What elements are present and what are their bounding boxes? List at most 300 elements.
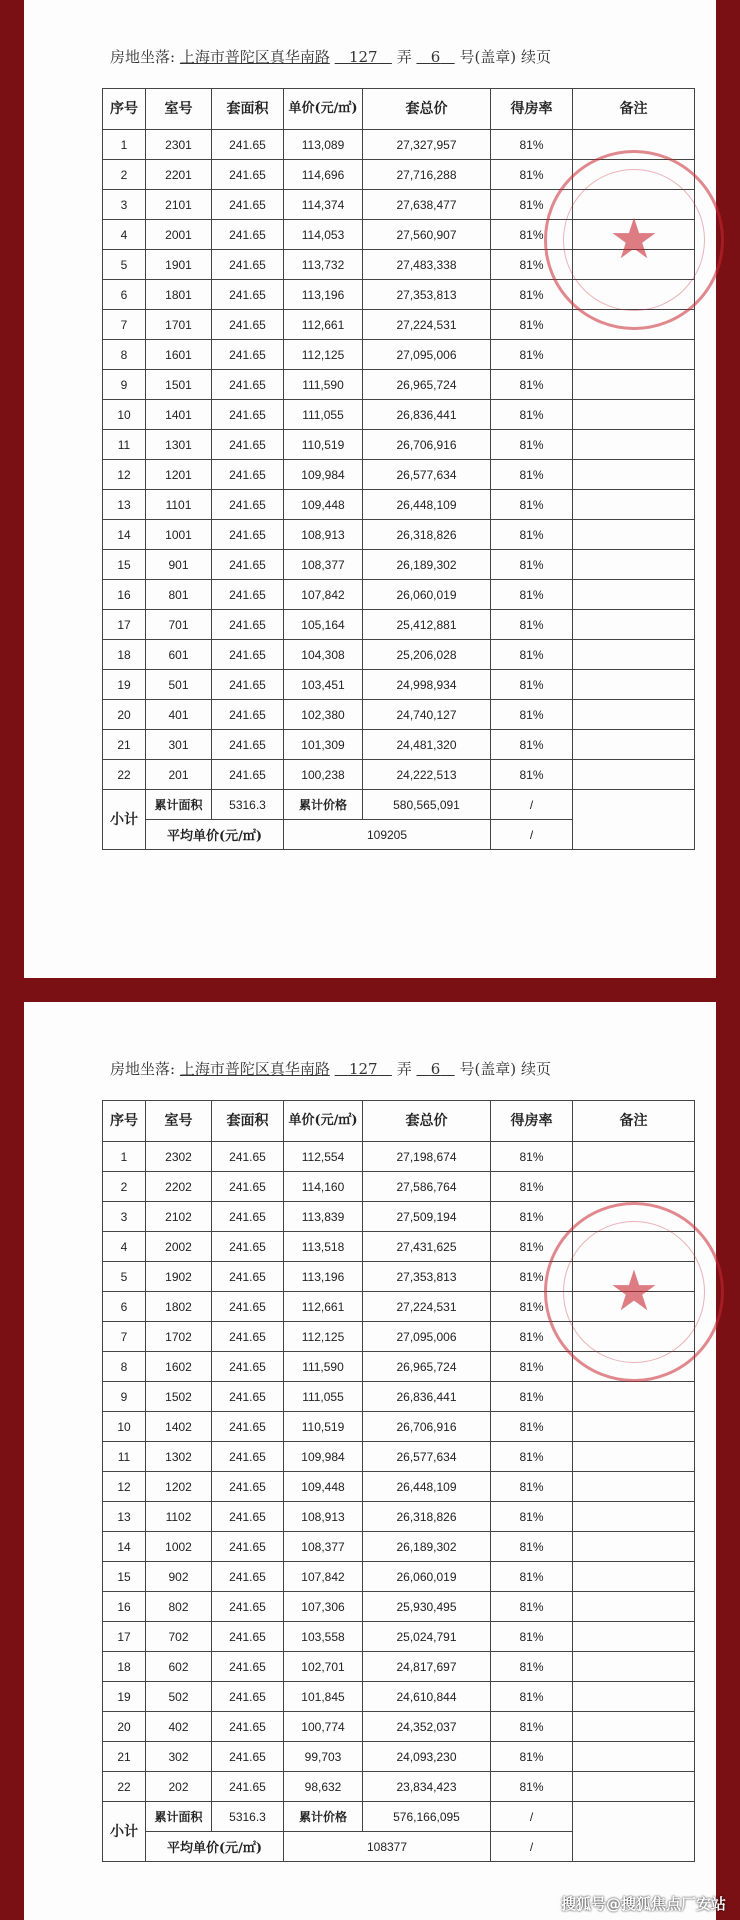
table-cell: 3 [103,1202,146,1232]
table-cell: 241.65 [212,1322,284,1352]
table-cell [573,340,695,370]
sheet-header [110,1058,551,1079]
lane-number: 127 [348,1060,378,1078]
average-rate-value: / [491,1832,573,1862]
table-cell: 2202 [146,1172,212,1202]
table-cell: 26,189,302 [363,1532,491,1562]
table-row [103,1772,695,1802]
column-header: 得房率 [491,1101,573,1142]
remarks-cell [573,1802,695,1862]
table-cell [573,220,695,250]
table-cell: 1802 [146,1292,212,1322]
table-cell: 109,984 [284,1442,363,1472]
table-cell: 241.65 [212,1442,284,1472]
table-cell: 26,577,634 [363,460,491,490]
table-cell: 241.65 [212,1472,284,1502]
table-cell: 81% [491,430,573,460]
table-cell: 7 [103,310,146,340]
table-cell: 26,965,724 [363,370,491,400]
table-cell: 6 [103,1292,146,1322]
table-cell: 81% [491,1142,573,1172]
table-cell: 301 [146,730,212,760]
average-rate-value: / [491,820,573,850]
table-cell: 81% [491,1352,573,1382]
table-cell: 241.65 [212,670,284,700]
average-price-label: 平均单价(元/㎡) [146,820,284,850]
table-cell: 81% [491,580,573,610]
table-cell: 81% [491,160,573,190]
table-cell: 27,095,006 [363,1322,491,1352]
table-cell: 241.65 [212,220,284,250]
table-cell: 4 [103,220,146,250]
table-cell: 81% [491,310,573,340]
table-cell: 25,206,028 [363,640,491,670]
table-cell: 241.65 [212,1352,284,1382]
table-cell: 81% [491,1292,573,1322]
table-row [103,1622,695,1652]
table-cell: 1901 [146,250,212,280]
column-header: 套总价 [363,89,491,130]
table-cell: 81% [491,1262,573,1292]
table-cell: 81% [491,1592,573,1622]
table-cell: 109,448 [284,1472,363,1502]
table-cell: 10 [103,1412,146,1442]
street-name: 上海市普陀区真华南路 [179,48,330,66]
table-cell [573,700,695,730]
table-cell: 26,318,826 [363,1502,491,1532]
table-cell: 241.65 [212,1262,284,1292]
table-cell: 24,998,934 [363,670,491,700]
table-cell: 81% [491,1682,573,1712]
table-cell: 111,055 [284,400,363,430]
table-cell: 113,196 [284,280,363,310]
table-cell: 702 [146,1622,212,1652]
table-cell: 2 [103,160,146,190]
average-price-label: 平均单价(元/㎡) [146,1832,284,1862]
average-price-value: 108377 [284,1832,491,1862]
table-cell: 110,519 [284,1412,363,1442]
table-cell: 241.65 [212,1592,284,1622]
table-cell: 20 [103,1712,146,1742]
table-cell: 27,224,531 [363,310,491,340]
table-cell: 10 [103,400,146,430]
table-cell: 81% [491,670,573,700]
table-cell: 241.65 [212,700,284,730]
table-cell: 19 [103,1682,146,1712]
table-cell: 24,352,037 [363,1712,491,1742]
table-row [103,580,695,610]
table-cell: 81% [491,1232,573,1262]
table-cell: 26,706,916 [363,1412,491,1442]
table-row [103,1202,695,1232]
table-row [103,250,695,280]
building-number: 6 [430,1060,441,1078]
table-cell: 26,577,634 [363,1442,491,1472]
table-cell: 1602 [146,1352,212,1382]
table-cell: 241.65 [212,1742,284,1772]
table-cell: 241.65 [212,1562,284,1592]
table-cell [573,760,695,790]
table-row [103,1592,695,1622]
table-cell: 26,318,826 [363,520,491,550]
table-cell: 81% [491,220,573,250]
table-cell: 2101 [146,190,212,220]
table-row [103,340,695,370]
table-cell: 11 [103,1442,146,1472]
table-cell [573,130,695,160]
table-cell [573,1322,695,1352]
table-cell: 27,716,288 [363,160,491,190]
table-row [103,280,695,310]
price-table [102,88,695,850]
table-cell: 241.65 [212,1622,284,1652]
table-cell: 241.65 [212,340,284,370]
table-cell: 241.65 [212,130,284,160]
table-cell: 241.65 [212,1172,284,1202]
table-cell: 2302 [146,1142,212,1172]
table-cell: 1801 [146,280,212,310]
table-cell: 20 [103,700,146,730]
table-cell [573,1382,695,1412]
table-cell: 26,448,109 [363,1472,491,1502]
price-total-value: 576,166,095 [363,1802,491,1832]
price-sheet-1 [24,0,716,978]
watermark-text: 搜狐号@搜狐焦点厂安站 [560,1895,726,1913]
table-row [103,1382,695,1412]
table-cell: 27,353,813 [363,1262,491,1292]
table-cell: 109,448 [284,490,363,520]
table-cell: 81% [491,1652,573,1682]
table-cell [573,1502,695,1532]
table-cell: 81% [491,610,573,640]
table-cell: 104,308 [284,640,363,670]
rate-total-value: / [491,790,573,820]
table-cell [573,310,695,340]
table-cell [573,400,695,430]
table-cell [573,1232,695,1262]
price-total-label: 累计价格 [284,790,363,820]
table-cell: 241.65 [212,550,284,580]
table-cell: 111,590 [284,370,363,400]
table-cell: 81% [491,1502,573,1532]
table-cell: 5 [103,1262,146,1292]
table-cell: 27,224,531 [363,1292,491,1322]
table-cell: 22 [103,760,146,790]
table-cell: 81% [491,1562,573,1592]
table-cell: 202 [146,1772,212,1802]
table-cell: 81% [491,1322,573,1352]
table-cell: 25,412,881 [363,610,491,640]
table-cell: 107,306 [284,1592,363,1622]
table-cell: 501 [146,670,212,700]
table-cell [573,370,695,400]
table-cell: 81% [491,280,573,310]
table-cell: 241.65 [212,760,284,790]
street-name: 上海市普陀区真华南路 [179,1060,330,1078]
table-cell: 1601 [146,340,212,370]
table-row [103,490,695,520]
table-cell [573,1172,695,1202]
table-row [103,1322,695,1352]
table-cell: 112,661 [284,310,363,340]
table-cell: 24,610,844 [363,1682,491,1712]
table-cell: 2102 [146,1202,212,1232]
table-cell: 16 [103,580,146,610]
table-cell: 81% [491,520,573,550]
table-row [103,610,695,640]
table-cell [573,730,695,760]
table-cell [573,1772,695,1802]
table-cell: 25,024,791 [363,1622,491,1652]
area-total-label: 累计面积 [146,1802,212,1832]
subtotal-label: 小计 [103,790,146,850]
table-cell: 241.65 [212,580,284,610]
table-cell: 1202 [146,1472,212,1502]
column-header: 序号 [103,1101,146,1142]
table-cell: 18 [103,1652,146,1682]
table-cell: 98,632 [284,1772,363,1802]
price-total-value: 580,565,091 [363,790,491,820]
table-cell: 26,836,441 [363,400,491,430]
table-cell: 111,590 [284,1352,363,1382]
table-cell: 241.65 [212,490,284,520]
average-price-value: 109205 [284,820,491,850]
table-cell: 81% [491,1712,573,1742]
table-cell [573,1682,695,1712]
table-cell: 81% [491,1202,573,1232]
continuation-label: 续页 [520,48,551,66]
table-cell: 1702 [146,1322,212,1352]
table-cell: 701 [146,610,212,640]
lane-number: 127 [348,48,378,66]
table-cell: 17 [103,610,146,640]
table-cell [573,1622,695,1652]
table-cell: 112,125 [284,1322,363,1352]
table-cell: 27,638,477 [363,190,491,220]
lane-label: 弄 [396,48,412,66]
table-cell: 81% [491,130,573,160]
table-cell: 12 [103,1472,146,1502]
table-cell: 103,451 [284,670,363,700]
table-cell: 21 [103,1742,146,1772]
continuation-label: 续页 [520,1060,551,1078]
table-cell: 241.65 [212,160,284,190]
official-seal-icon: ★ [544,1202,724,1382]
price-table [102,1100,695,1862]
subtotal-row [103,1802,695,1832]
table-cell: 241.65 [212,1652,284,1682]
table-row [103,550,695,580]
table-cell [573,280,695,310]
table-cell: 26,448,109 [363,490,491,520]
table-row [103,1532,695,1562]
table-cell: 241.65 [212,460,284,490]
table-cell: 113,732 [284,250,363,280]
table-row [103,1712,695,1742]
table-cell: 81% [491,250,573,280]
table-cell: 27,560,907 [363,220,491,250]
table-cell: 9 [103,1382,146,1412]
table-cell: 114,160 [284,1172,363,1202]
table-cell: 241.65 [212,1412,284,1442]
column-header: 套面积 [212,1101,284,1142]
subtotal-row [103,790,695,820]
table-row [103,670,695,700]
table-cell: 241.65 [212,400,284,430]
table-cell: 81% [491,1172,573,1202]
table-cell: 18 [103,640,146,670]
table-cell: 81% [491,190,573,220]
table-cell: 1 [103,1142,146,1172]
table-cell [573,1142,695,1172]
table-cell: 27,586,764 [363,1172,491,1202]
table-cell: 24,222,513 [363,760,491,790]
official-seal-icon: ★ [544,150,724,330]
table-cell: 112,554 [284,1142,363,1172]
table-cell: 241.65 [212,370,284,400]
table-row [103,520,695,550]
table-cell: 107,842 [284,580,363,610]
column-header: 单价(元/㎡) [284,1101,363,1142]
table-cell: 113,518 [284,1232,363,1262]
remarks-cell [573,790,695,850]
table-cell: 241.65 [212,610,284,640]
table-cell [573,250,695,280]
table-cell: 1501 [146,370,212,400]
table-cell: 17 [103,1622,146,1652]
table-cell [573,1412,695,1442]
table-cell: 22 [103,1772,146,1802]
table-cell: 16 [103,1592,146,1622]
table-cell: 1002 [146,1532,212,1562]
table-cell: 241.65 [212,250,284,280]
table-cell: 241.65 [212,310,284,340]
table-cell: 901 [146,550,212,580]
area-total-value: 5316.3 [212,1802,284,1832]
table-cell: 502 [146,1682,212,1712]
table-cell: 2301 [146,130,212,160]
table-cell [573,490,695,520]
table-cell: 26,965,724 [363,1352,491,1382]
table-cell: 81% [491,1442,573,1472]
table-cell: 14 [103,520,146,550]
building-label: 号(盖章) [459,48,517,66]
table-cell: 26,189,302 [363,550,491,580]
table-cell [573,1742,695,1772]
table-cell: 402 [146,1712,212,1742]
table-row [103,220,695,250]
area-total-value: 5316.3 [212,790,284,820]
table-cell: 111,055 [284,1382,363,1412]
table-row [103,1352,695,1382]
table-header-row [103,89,695,130]
table-cell: 1701 [146,310,212,340]
table-cell: 81% [491,1532,573,1562]
table-cell: 81% [491,370,573,400]
table-cell: 102,701 [284,1652,363,1682]
table-row [103,1442,695,1472]
table-cell [573,1592,695,1622]
table-cell: 81% [491,730,573,760]
table-cell [573,670,695,700]
table-cell [573,1562,695,1592]
table-cell: 201 [146,760,212,790]
table-cell: 241.65 [212,730,284,760]
table-cell [573,580,695,610]
table-cell: 241.65 [212,190,284,220]
table-cell: 1 [103,130,146,160]
table-cell: 26,836,441 [363,1382,491,1412]
table-cell: 241.65 [212,1532,284,1562]
table-cell: 81% [491,1412,573,1442]
table-cell: 27,483,338 [363,250,491,280]
column-header: 套总价 [363,1101,491,1142]
table-row [103,160,695,190]
table-cell: 81% [491,1622,573,1652]
table-cell: 24,740,127 [363,700,491,730]
table-cell: 24,481,320 [363,730,491,760]
table-cell: 114,696 [284,160,363,190]
table-cell: 1502 [146,1382,212,1412]
table-cell [573,1472,695,1502]
column-header: 室号 [146,89,212,130]
table-cell: 114,374 [284,190,363,220]
table-body [103,130,695,790]
table-cell: 13 [103,1502,146,1532]
table-cell: 101,845 [284,1682,363,1712]
table-cell: 108,913 [284,1502,363,1532]
table-row [103,730,695,760]
table-row [103,400,695,430]
table-cell: 105,164 [284,610,363,640]
table-cell: 113,839 [284,1202,363,1232]
table-cell: 81% [491,760,573,790]
table-cell: 27,198,674 [363,1142,491,1172]
table-row [103,640,695,670]
table-cell: 81% [491,550,573,580]
table-cell: 81% [491,460,573,490]
table-cell: 1401 [146,400,212,430]
table-cell [573,460,695,490]
table-cell: 1302 [146,1442,212,1472]
table-cell [573,1352,695,1382]
table-cell [573,1202,695,1232]
lane-label: 弄 [396,1060,412,1078]
table-cell: 3 [103,190,146,220]
column-header: 单价(元/㎡) [284,89,363,130]
table-row [103,310,695,340]
table-cell: 100,238 [284,760,363,790]
table-cell: 2201 [146,160,212,190]
table-cell: 241.65 [212,1682,284,1712]
table-cell [573,520,695,550]
table-cell: 241.65 [212,430,284,460]
table-cell: 108,377 [284,550,363,580]
table-cell: 302 [146,1742,212,1772]
rate-total-value: / [491,1802,573,1832]
table-cell: 24,093,230 [363,1742,491,1772]
table-cell: 6 [103,280,146,310]
column-header: 备注 [573,1101,695,1142]
table-cell: 81% [491,640,573,670]
table-cell: 112,125 [284,340,363,370]
table-cell: 81% [491,490,573,520]
table-cell: 241.65 [212,520,284,550]
table-cell: 9 [103,370,146,400]
table-cell: 801 [146,580,212,610]
table-cell: 26,706,916 [363,430,491,460]
sheet-header [110,46,551,67]
